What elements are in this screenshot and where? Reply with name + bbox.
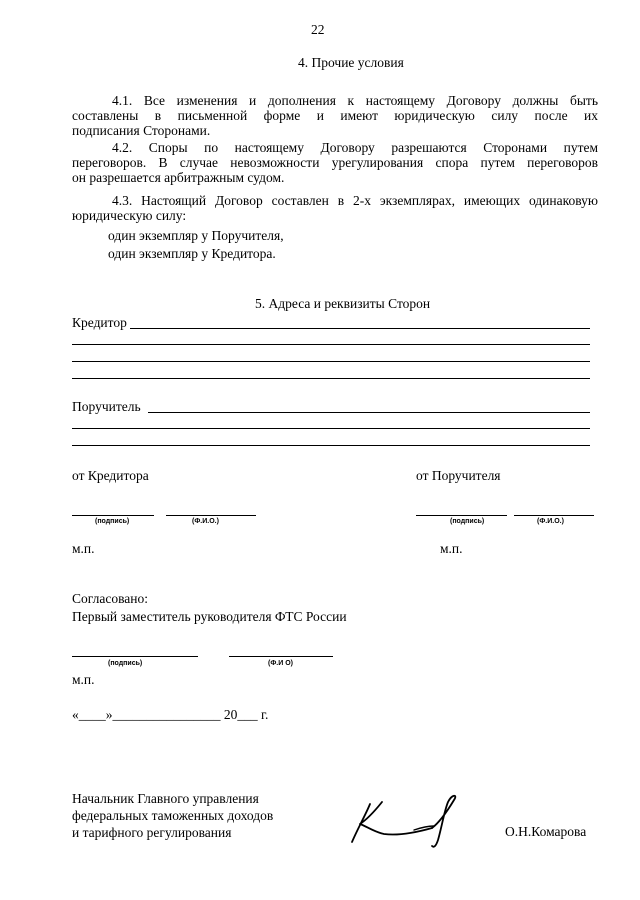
paragraph-4-1 [72, 93, 598, 138]
guarantor-field-line [72, 428, 590, 429]
copy-creditor: один экземпляр у Кредитора. [108, 246, 276, 261]
paragraph-line: подписания Сторонами. [72, 123, 211, 138]
creditor-seal-mark: м.п. [72, 541, 95, 556]
footer-title-line: федеральных таможенных доходов [72, 808, 274, 823]
section-5-heading: 5. Адреса и реквизиты Сторон [255, 296, 431, 311]
approver-signature-line [72, 656, 198, 657]
copy-guarantor: один экземпляр у Поручителя, [108, 228, 284, 243]
paragraph-line: он разрешается арбитражным судом. [72, 170, 285, 185]
page-number: 22 [311, 22, 325, 37]
approver-seal-mark: м.п. [72, 672, 95, 687]
paragraph-line: юридическую силу: [72, 208, 187, 223]
paragraph-line: 4.3. Настоящий Договор составлен в 2-х экземплярах, имеющих одинаковую [112, 193, 598, 208]
creditor-field-line [130, 328, 590, 329]
date-line: «____»________________ 20___ г. [72, 707, 269, 722]
from-guarantor-label: от Поручителя [416, 468, 501, 483]
name-caption: (Ф.И.О.) [537, 518, 564, 525]
creditor-signature-line [72, 515, 154, 516]
approver-position: Первый заместитель руководителя ФТС России [72, 609, 347, 624]
paragraph-line: переговоров. В случае невозможности урегулирования спора путем переговоров [72, 155, 598, 170]
paragraph-line: составлены в письменной форме и имеют юридическую силу после их [72, 108, 598, 123]
signature-caption: (подпись) [450, 518, 485, 525]
signature-caption: (подпись) [95, 518, 130, 525]
footer-title-line: Начальник Главного управления [72, 791, 259, 806]
handwritten-signature [340, 792, 470, 850]
signature-caption: (подпись) [108, 660, 143, 667]
section-4-heading: 4. Прочие условия [298, 55, 404, 70]
approver-name-line [229, 656, 333, 657]
guarantor-signature-line [416, 515, 507, 516]
footer-title-line: и тарифного регулирования [72, 825, 232, 840]
paragraph-line: 4.1. Все изменения и дополнения к настоящему Договору должны быть [112, 93, 598, 108]
creditor-field-line [72, 361, 590, 362]
from-creditor-label: от Кредитора [72, 468, 149, 483]
name-caption: (Ф.И О) [268, 660, 294, 667]
paragraph-4-2 [72, 140, 598, 185]
guarantor-label: Поручитель [72, 399, 141, 414]
name-caption: (Ф.И.О.) [192, 518, 219, 525]
guarantor-field-line [148, 412, 590, 413]
agreed-label: Согласовано: [72, 591, 148, 606]
paragraph-4-3 [72, 193, 598, 223]
guarantor-seal-mark: м.п. [440, 541, 463, 556]
creditor-name-line [166, 515, 256, 516]
creditor-field-line [72, 344, 590, 345]
signatory-name: О.Н.Комарова [505, 824, 587, 839]
guarantor-name-line [514, 515, 594, 516]
creditor-label: Кредитор [72, 315, 127, 330]
guarantor-field-line [72, 445, 590, 446]
paragraph-line: 4.2. Споры по настоящему Договору разрешаются Сторонами путем [112, 140, 598, 155]
creditor-field-line [72, 378, 590, 379]
